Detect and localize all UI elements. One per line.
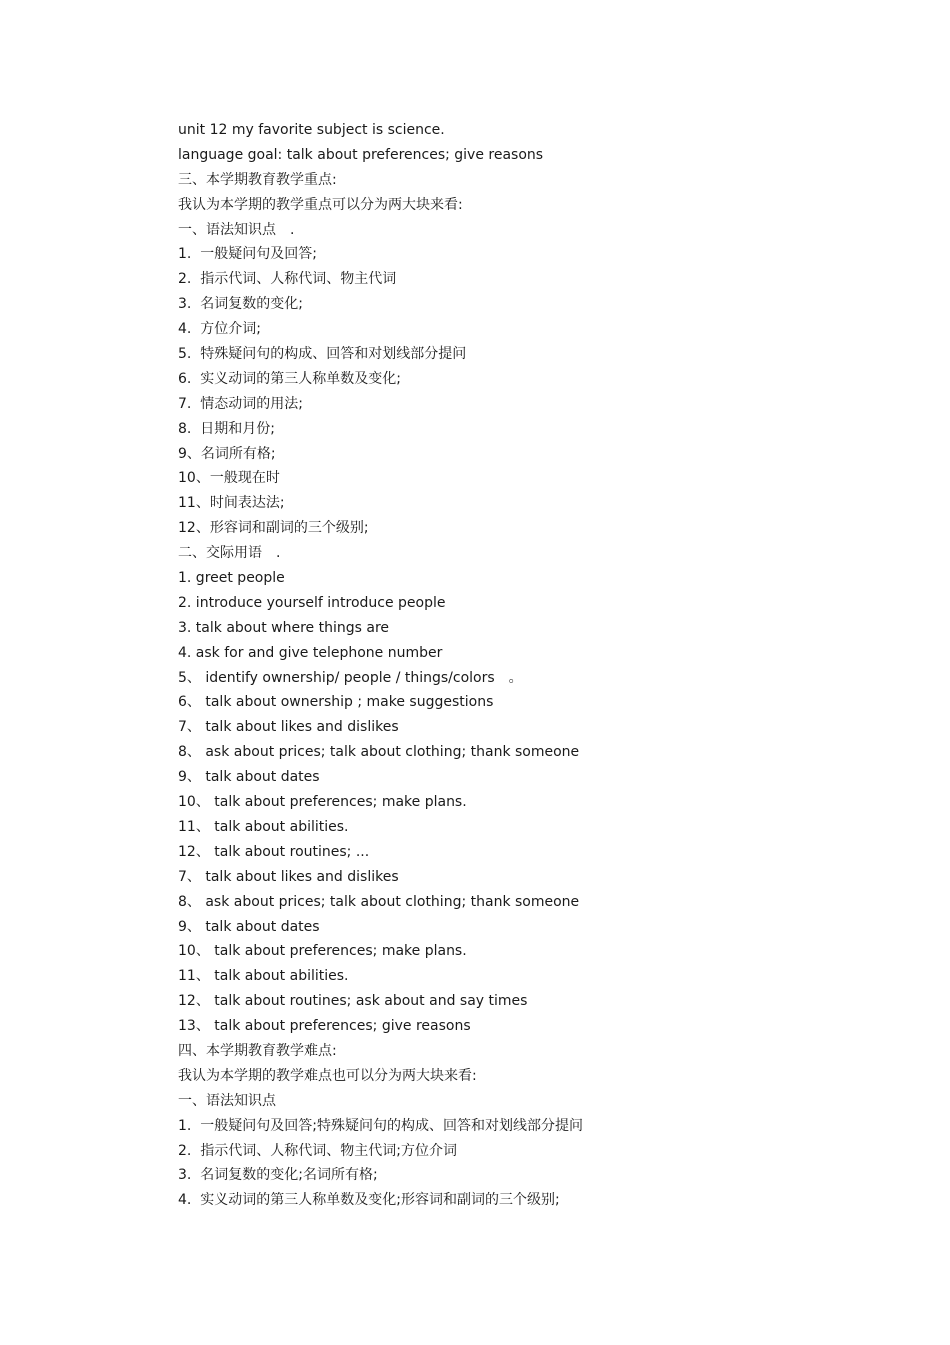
- list-item: 8. 日期和月份;: [178, 420, 275, 437]
- list-item: 6. 实义动词的第三人称单数及变化;: [178, 370, 401, 387]
- list-item: 11、时间表达法;: [178, 495, 285, 512]
- list-item: 5. 特殊疑问句的构成、回答和对划线部分提问: [178, 346, 467, 363]
- subsection-heading: 一、语法知识点: [178, 1092, 276, 1109]
- list-item: 9、 talk about dates: [178, 769, 320, 786]
- list-item: 4. ask for and give telephone number: [178, 644, 443, 661]
- list-item: 4. 实义动词的第三人称单数及变化;形容词和副词的三个级别;: [178, 1192, 560, 1209]
- list-item: 7、 talk about likes and dislikes: [178, 719, 399, 736]
- list-item: 3. 名词复数的变化;: [178, 296, 303, 313]
- text-line: 我认为本学期的教学难点也可以分为两大块来看:: [178, 1067, 477, 1084]
- list-item: 2. 指示代词、人称代词、物主代词;方位介词: [178, 1142, 457, 1159]
- text-line: unit 12 my favorite subject is science.: [178, 122, 445, 138]
- list-item: 2. introduce yourself introduce people: [178, 594, 446, 611]
- document-body: [178, 120, 878, 1215]
- list-item: 5、 identify ownership/ people / things/colors 。: [178, 669, 523, 686]
- section-heading: 四、本学期教育教学难点:: [178, 1042, 337, 1059]
- list-item: 4. 方位介词;: [178, 321, 261, 338]
- list-item: 12、 talk about routines; ask about and say times: [178, 993, 528, 1010]
- text-line: 我认为本学期的教学重点可以分为两大块来看:: [178, 196, 463, 213]
- list-item: 2. 指示代词、人称代词、物主代词: [178, 271, 397, 288]
- list-item: 3. 名词复数的变化;名词所有格;: [178, 1167, 378, 1184]
- list-item: 1. 一般疑问句及回答;: [178, 246, 317, 263]
- list-item: 9、名词所有格;: [178, 445, 276, 462]
- list-item: 6、 talk about ownership ; make suggestions: [178, 694, 494, 711]
- subsection-heading: 二、交际用语 .: [178, 545, 281, 562]
- section-heading: 三、本学期教育教学重点:: [178, 171, 337, 188]
- list-item: 8、 ask about prices; talk about clothing; thank someone: [178, 744, 580, 761]
- list-item: 11、 talk about abilities.: [178, 818, 349, 835]
- list-item: 11、 talk about abilities.: [178, 968, 349, 985]
- list-item: 1. 一般疑问句及回答;特殊疑问句的构成、回答和对划线部分提问: [178, 1117, 583, 1134]
- list-item: 13、 talk about preferences; give reasons: [178, 1018, 471, 1035]
- list-item: 9、 talk about dates: [178, 918, 320, 935]
- list-item: 7、 talk about likes and dislikes: [178, 868, 399, 885]
- list-item: 8、 ask about prices; talk about clothing; thank someone: [178, 893, 580, 910]
- text-line: language goal: talk about preferences; give reasons: [178, 146, 544, 163]
- list-item: 10、 talk about preferences; make plans.: [178, 794, 467, 811]
- list-item: 10、一般现在时: [178, 470, 280, 487]
- list-item: 12、 talk about routines; ...: [178, 843, 370, 860]
- subsection-heading: 一、语法知识点 .: [178, 221, 295, 238]
- list-item: 10、 talk about preferences; make plans.: [178, 943, 467, 960]
- list-item: 12、形容词和副词的三个级别;: [178, 520, 369, 537]
- list-item: 7. 情态动词的用法;: [178, 395, 303, 412]
- list-item: 1. greet people: [178, 570, 285, 587]
- list-item: 3. talk about where things are: [178, 619, 390, 636]
